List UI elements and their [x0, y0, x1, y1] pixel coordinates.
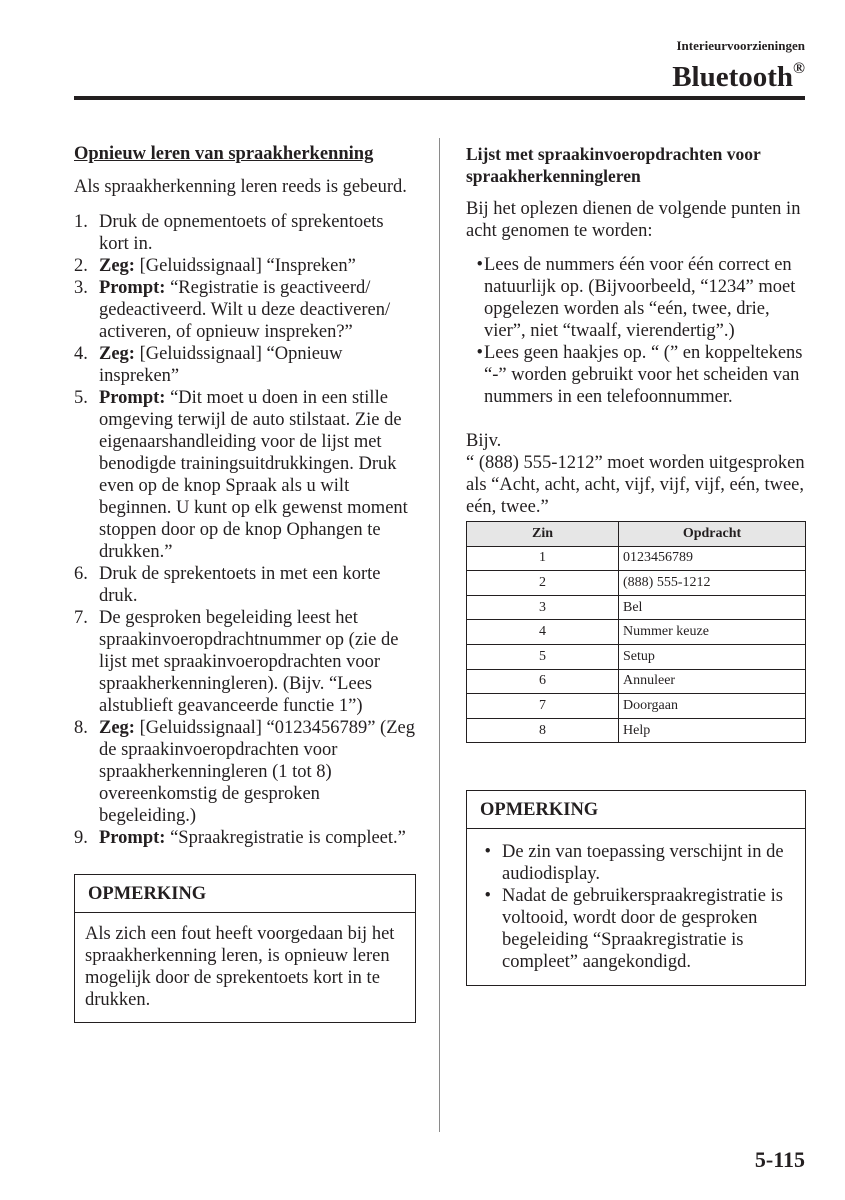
- step-text: [99, 255, 416, 277]
- right-column: [466, 143, 806, 986]
- step-text: [99, 717, 416, 827]
- table-cell-zin: 3: [467, 595, 619, 620]
- step-text: [99, 343, 416, 387]
- note-body: Als zich een fout heeft voorgedaan bij het spraakherkenning leren, is opnieuw leren mogelijk door de sprekentoets kort in te drukken.: [85, 924, 395, 1010]
- table-row: [467, 694, 806, 719]
- table-row: [467, 718, 806, 743]
- step-prefix: Zeg:: [99, 256, 135, 276]
- table-header-row: [467, 522, 806, 547]
- bullet-dot: •: [484, 886, 491, 907]
- step-body: Druk de sprekentoets in met een korte druk.: [99, 564, 381, 606]
- step-prefix: Prompt:: [99, 278, 166, 298]
- section-title: Interieurvoorzieningen: [676, 38, 805, 53]
- table-row: [467, 644, 806, 669]
- step-body: “Spraakregistratie is compleet.”: [165, 828, 406, 848]
- bullet-list: [466, 254, 806, 408]
- step-text: [99, 563, 416, 607]
- table-cell-zin: 8: [467, 718, 619, 743]
- step-text: [99, 827, 416, 849]
- table-cell-zin: 6: [467, 669, 619, 694]
- step-text: [99, 277, 416, 343]
- bullet-dot: •: [476, 255, 483, 275]
- step-text: [99, 607, 416, 717]
- page-title-text: Bluetooth: [672, 61, 794, 93]
- bullet-item: [466, 254, 806, 342]
- step-text: [99, 387, 416, 563]
- intro-text: Als spraakherkenning leren reeds is gebeurd.: [74, 177, 407, 197]
- table-row: [467, 620, 806, 645]
- bullet-dot: •: [476, 343, 483, 363]
- step-prefix: Zeg:: [99, 344, 135, 364]
- table-cell-opdracht: 0123456789: [619, 546, 806, 571]
- step-prefix: Prompt:: [99, 388, 166, 408]
- header-rule: [74, 96, 805, 100]
- step-number: 5.: [74, 388, 88, 408]
- table-cell-zin: 4: [467, 620, 619, 645]
- command-table: [466, 521, 806, 743]
- table-row: [467, 595, 806, 620]
- note-title: OPMERKING: [75, 875, 415, 913]
- table-cell-zin: 7: [467, 694, 619, 719]
- table-cell-zin: 1: [467, 546, 619, 571]
- step-item: [74, 277, 416, 343]
- step-item: [74, 255, 416, 277]
- bullet-dot: •: [484, 842, 491, 863]
- step-item: [74, 343, 416, 387]
- table-row: [467, 669, 806, 694]
- example-text: “ (888) 555-1212” moet worden uitgesproken als “Acht, acht, acht, vijf, vijf, vijf, eén, twee, eén, twee.”: [466, 453, 805, 517]
- note-box-2: [466, 790, 806, 986]
- step-item: [74, 387, 416, 563]
- table-cell-zin: 2: [467, 571, 619, 596]
- note-bullet-list: [467, 829, 805, 985]
- step-number: 1.: [74, 212, 88, 232]
- page-title: [672, 52, 805, 94]
- note-box: [74, 874, 416, 1023]
- step-number: 6.: [74, 564, 88, 584]
- step-item: [74, 827, 416, 849]
- table-cell-opdracht: Setup: [619, 644, 806, 669]
- table-row: [467, 571, 806, 596]
- step-text: [99, 211, 416, 255]
- step-number: 3.: [74, 278, 88, 298]
- step-number: 7.: [74, 608, 88, 628]
- step-body: “Dit moet u doen in een stille omgeving terwijl de auto stilstaat. Zie de eigenaarshandleiding voor de lijst met benodigde trainingsuitdrukkingen. Druk even op de knop Spraak als u wilt beginnen. U kunt op elk gewenst moment stoppen door op de knop Ophangen te drukken.”: [99, 388, 408, 562]
- step-item: [74, 563, 416, 607]
- table-cell-opdracht: Annuleer: [619, 669, 806, 694]
- list-intro: Bij het oplezen dienen de volgende punten in acht genomen te worden:: [466, 199, 801, 241]
- bullet-text: Lees de nummers één voor één correct en natuurlijk op. (Bijvoorbeeld, “1234” moet opgelezen worden als “eén, twee, drie, vier”, niet “twaalf, vierendertig”.): [484, 255, 796, 341]
- table-header-zin: Zin: [467, 522, 619, 547]
- step-body: [Geluidssignaal] “Inspreken”: [134, 256, 356, 276]
- table-header-opdracht: Opdracht: [619, 522, 806, 547]
- note-bullet-text: De zin van toepassing verschijnt in de audiodisplay.: [502, 842, 784, 885]
- step-body: Druk de opnementoets of sprekentoets kort in.: [99, 212, 384, 254]
- step-number: 8.: [74, 718, 88, 738]
- table-cell-zin: 5: [467, 644, 619, 669]
- step-number: 4.: [74, 344, 88, 364]
- step-body: [Geluidssignaal] “Opnieuw inspreken”: [99, 344, 343, 386]
- step-body: [Geluidssignaal] “0123456789” (Zeg de spraakinvoeropdrachten voor spraakherkenningleren (1 tot 8) overeenkomstig de gesproken begeleiding.): [99, 718, 415, 826]
- step-prefix: Prompt:: [99, 828, 166, 848]
- step-item: [74, 607, 416, 717]
- column-divider: [439, 138, 440, 1132]
- step-prefix: Zeg:: [99, 718, 135, 738]
- table-cell-opdracht: (888) 555-1212: [619, 571, 806, 596]
- bullet-text: Lees geen haakjes op. “ (” en koppeltekens “-” worden gebruikt voor het scheiden van nummers in een telefoonnummer.: [484, 343, 803, 407]
- left-column: [74, 143, 416, 1023]
- table-cell-opdracht: Doorgaan: [619, 694, 806, 719]
- note-bullet-item: [467, 885, 795, 973]
- step-item: [74, 717, 416, 827]
- table-body: [467, 546, 806, 743]
- note-title-2: OPMERKING: [467, 791, 805, 829]
- table-row: [467, 546, 806, 571]
- step-body: “Registratie is geactiveerd/ gedeactiveerd. Wilt u deze deactiveren/ activeren, of opnieuw inspreken?”: [99, 278, 391, 342]
- section-heading: Opnieuw leren van spraakherkenning: [74, 144, 374, 164]
- example-label: Bijv.: [466, 431, 502, 451]
- note-bullet-item: [467, 841, 795, 885]
- table-cell-opdracht: Bel: [619, 595, 806, 620]
- table-cell-opdracht: Nummer keuze: [619, 620, 806, 645]
- step-body: De gesproken begeleiding leest het spraakinvoeropdrachtnummer op (zie de lijst met spraakinvoeropdrachten voor spraakherkenningleren). (Bijv. “Lees alstublieft geavanceerde functie 1”): [99, 608, 399, 716]
- bullet-item: [466, 342, 806, 408]
- list-heading: Lijst met spraakinvoeropdrachten voor spraakherkenningleren: [466, 144, 761, 186]
- step-number: 2.: [74, 256, 88, 276]
- registered-mark: ®: [793, 60, 805, 77]
- table-cell-opdracht: Help: [619, 718, 806, 743]
- steps-list: [74, 211, 416, 849]
- note-bullet-text: Nadat de gebruikerspraakregistratie is voltooid, wordt door de gesproken begeleiding “Spraakregistratie is compleet” aangekondigd.: [502, 886, 783, 973]
- step-number: 9.: [74, 828, 88, 848]
- step-item: [74, 211, 416, 255]
- page-number: 5-115: [754, 1147, 805, 1172]
